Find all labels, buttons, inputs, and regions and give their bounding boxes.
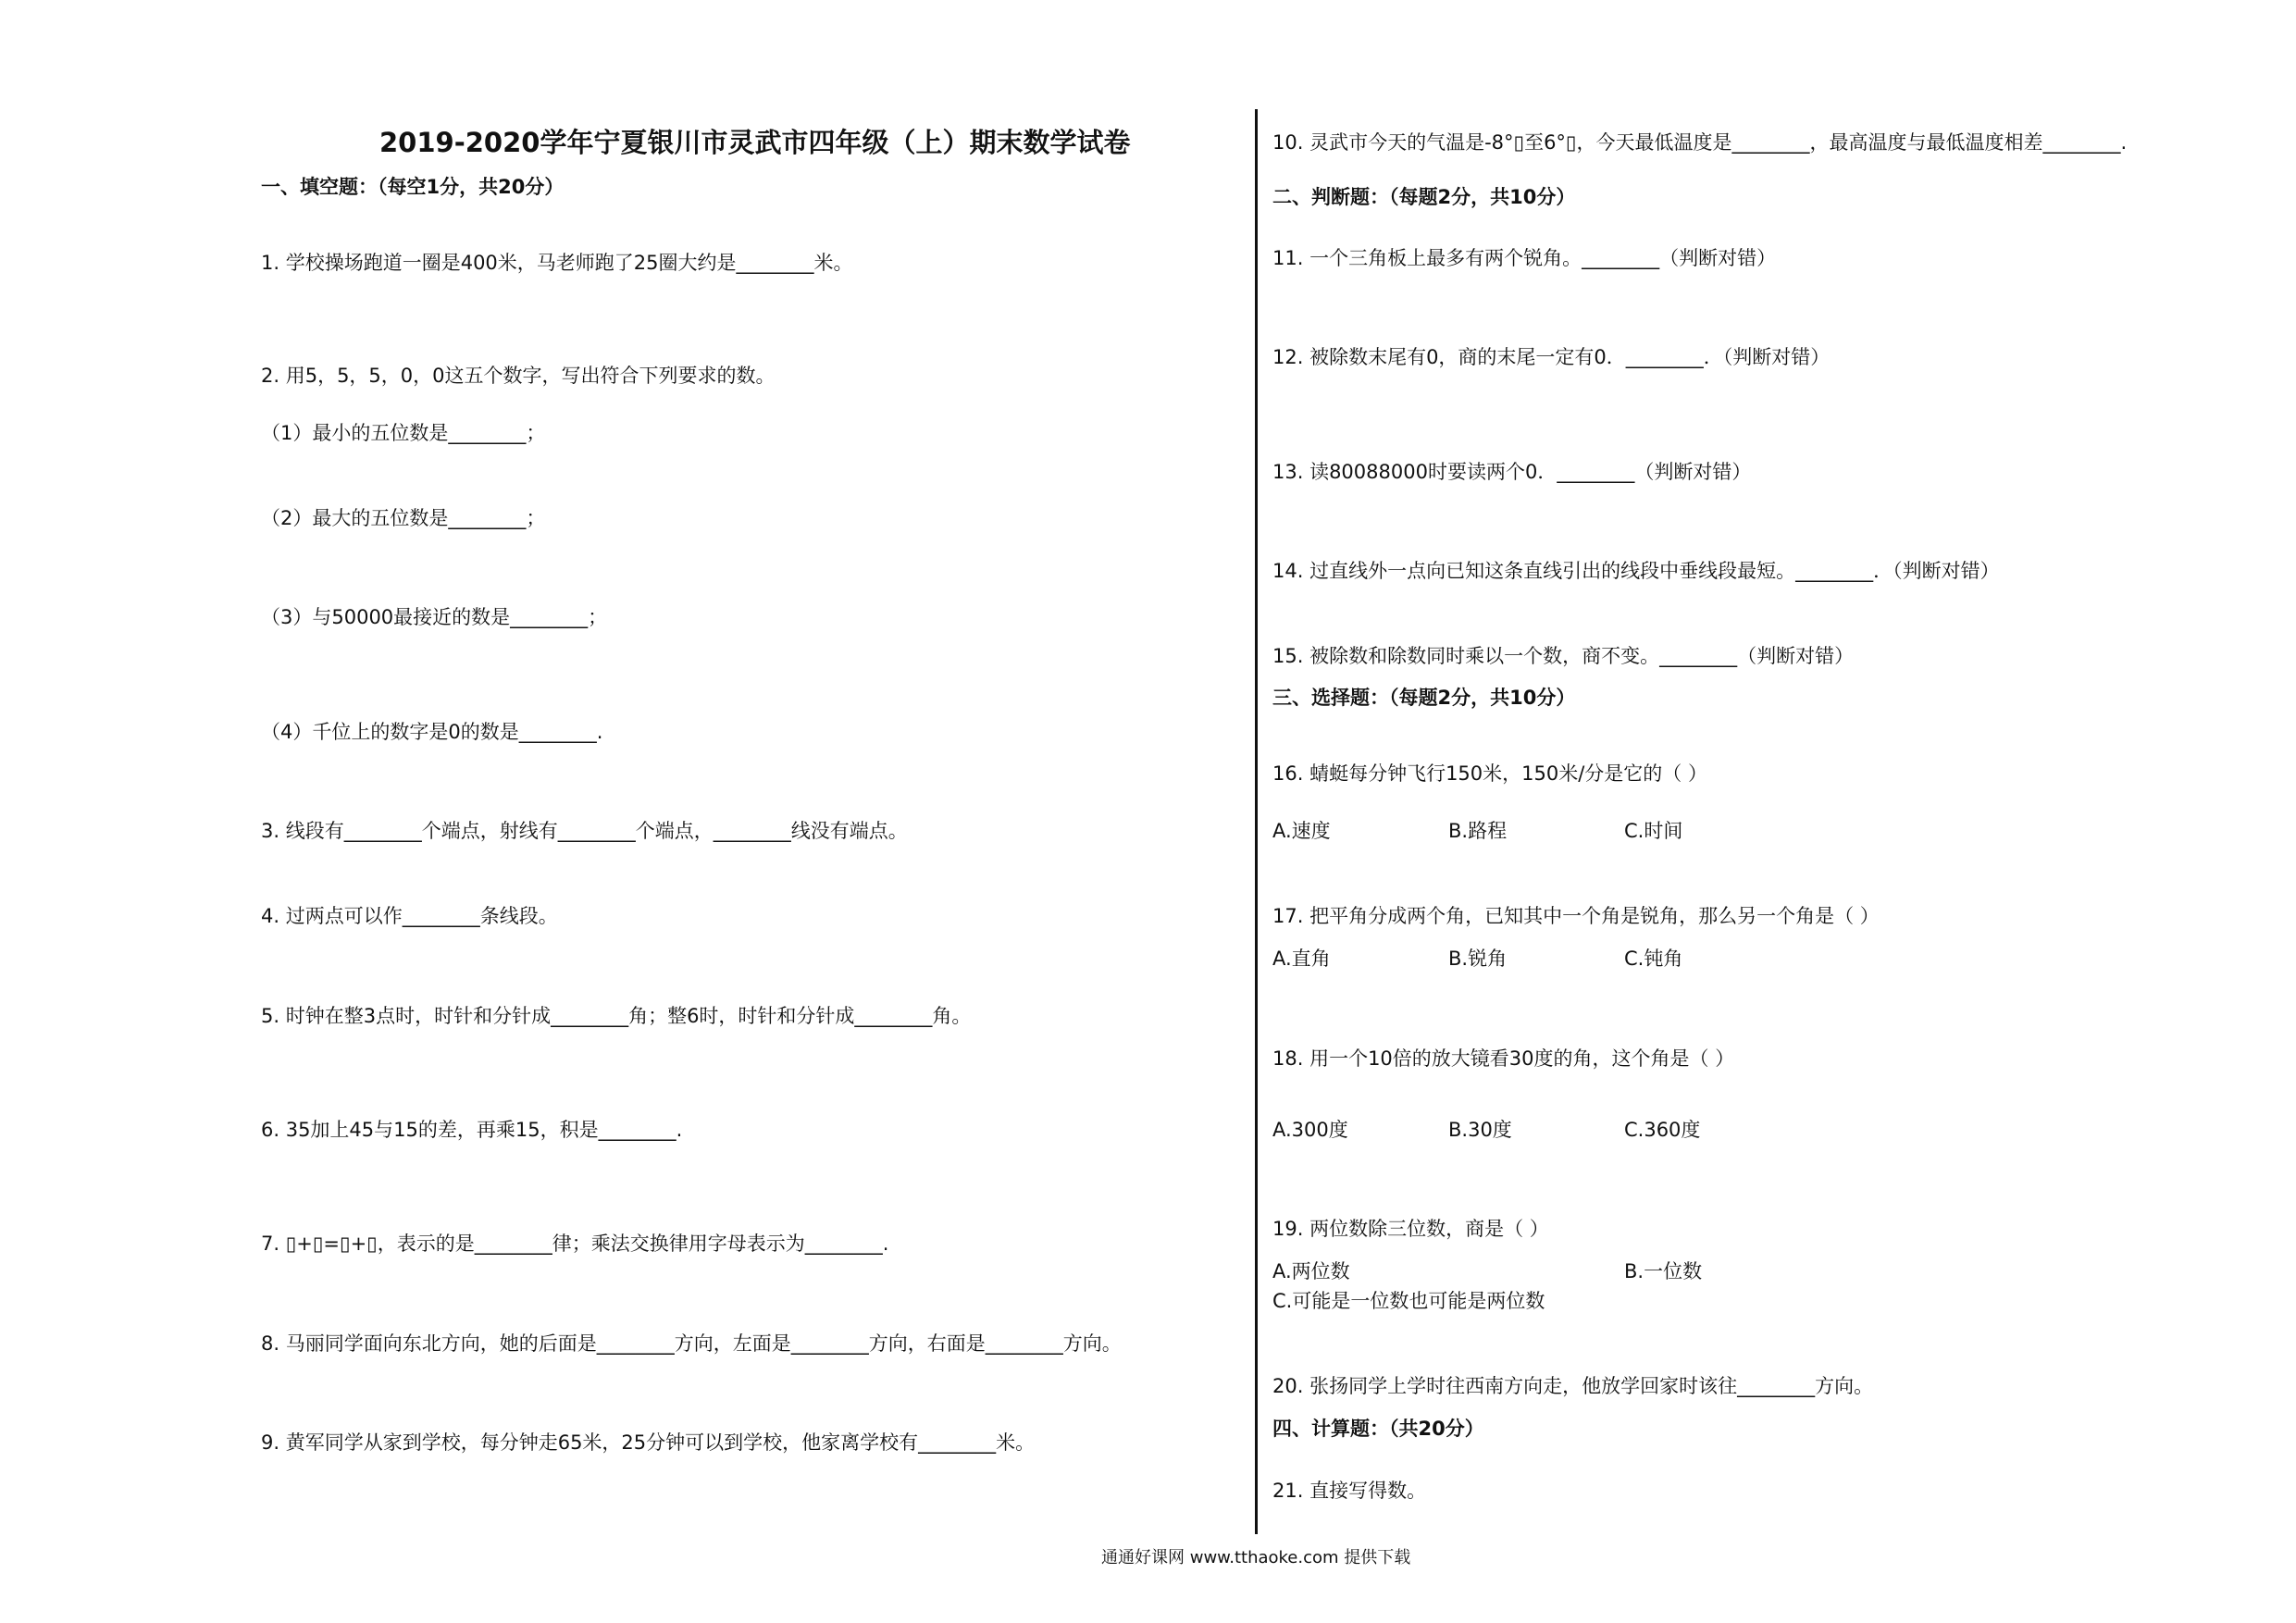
question-3: 3. 线段有________个端点，射线有________个端点，________线没有端点。 xyxy=(261,820,908,842)
q16-option-a: A.速度 xyxy=(1272,820,1331,842)
question-20: 20. 张扬同学上学时往西南方向走，他放学回家时该往________方向。 xyxy=(1272,1375,1874,1397)
q17-option-c: C.钝角 xyxy=(1624,948,1683,970)
question-4: 4. 过两点可以作________条线段。 xyxy=(261,905,558,927)
question-10: 10. 灵武市今天的气温是-8°▯至6°▯，今天最低温度是________，最高温度与最低温度相差________. xyxy=(1272,131,2128,154)
question-16: 16. 蜻蜓每分钟飞行150米，150米/分是它的（ ） xyxy=(1272,762,1707,785)
question-8: 8. 马丽同学面向东北方向，她的后面是________方向，左面是________方向，右面是________方向。 xyxy=(261,1332,1122,1355)
section-calc-heading: 四、计算题：（共20分） xyxy=(1272,1418,1484,1440)
question-15: 15. 被除数和除数同时乘以一个数，商不变。________（判断对错） xyxy=(1272,645,1855,667)
question-1: 1. 学校操场跑道一圈是400米，马老师跑了25圈大约是________米。 xyxy=(261,252,853,274)
q19-option-b: B.一位数 xyxy=(1624,1260,1703,1282)
question-2-part-2: （2）最大的五位数是________； xyxy=(261,507,546,529)
question-19: 19. 两位数除三位数，商是（ ） xyxy=(1272,1218,1549,1240)
question-13: 13. 读80088000时要读两个0．________（判断对错） xyxy=(1272,461,1752,483)
question-2-part-3: （3）与50000最接近的数是________； xyxy=(261,606,608,628)
question-12: 12. 被除数末尾有0，商的末尾一定有0．________．（判断对错） xyxy=(1272,346,1831,368)
question-14: 14. 过直线外一点向已知这条直线引出的线段中垂线段最短。________．（判断对错） xyxy=(1272,560,2000,582)
question-2-part-4: （4）千位上的数字是0的数是________. xyxy=(261,721,603,743)
q18-option-a: A.300度 xyxy=(1272,1119,1348,1141)
question-17: 17. 把平角分成两个角，已知其中一个角是锐角，那么另一个角是（ ） xyxy=(1272,905,1880,927)
q16-option-b: B.路程 xyxy=(1448,820,1508,842)
q18-option-b: B.30度 xyxy=(1448,1119,1512,1141)
question-6: 6. 35加上45与15的差，再乘15，积是________. xyxy=(261,1119,683,1141)
q16-option-c: C.时间 xyxy=(1624,820,1683,842)
question-9: 9. 黄军同学从家到学校，每分钟走65米，25分钟可以到学校，他家离学校有________米。 xyxy=(261,1431,1036,1454)
section-judge-heading: 二、判断题：（每题2分，共10分） xyxy=(1272,186,1576,208)
question-11: 11. 一个三角板上最多有两个锐角。________（判断对错） xyxy=(1272,247,1777,269)
q19-option-a: A.两位数 xyxy=(1272,1260,1350,1282)
question-18: 18. 用一个10倍的放大镜看30度的角，这个角是（ ） xyxy=(1272,1047,1735,1070)
footer-credit: 通通好课网 www.tthaoke.com 提供下载 xyxy=(1101,1548,1411,1567)
section-fill-heading: 一、填空题：（每空1分，共20分） xyxy=(261,176,565,198)
q18-option-c: C.360度 xyxy=(1624,1119,1701,1141)
question-2-part-1: （1）最小的五位数是________； xyxy=(261,422,546,444)
question-5: 5. 时钟在整3点时，时针和分针成________角；整6时，时针和分针成________角。 xyxy=(261,1005,972,1027)
q19-option-c: C.可能是一位数也可能是两位数 xyxy=(1272,1290,1545,1312)
column-divider xyxy=(1255,109,1258,1534)
question-2: 2. 用5，5，5，0，0这五个数字，写出符合下列要求的数。 xyxy=(261,365,776,387)
q17-option-a: A.直角 xyxy=(1272,948,1331,970)
question-21: 21. 直接写得数。 xyxy=(1272,1480,1427,1502)
page-title: 2019-2020学年宁夏银川市灵武市四年级（上）期末数学试卷 xyxy=(379,127,1131,158)
question-7: 7. ▯+▯=▯+▯，表示的是________律；乘法交换律用字母表示为________. xyxy=(261,1233,889,1255)
section-choice-heading: 三、选择题：（每题2分，共10分） xyxy=(1272,687,1576,709)
q17-option-b: B.锐角 xyxy=(1448,948,1508,970)
